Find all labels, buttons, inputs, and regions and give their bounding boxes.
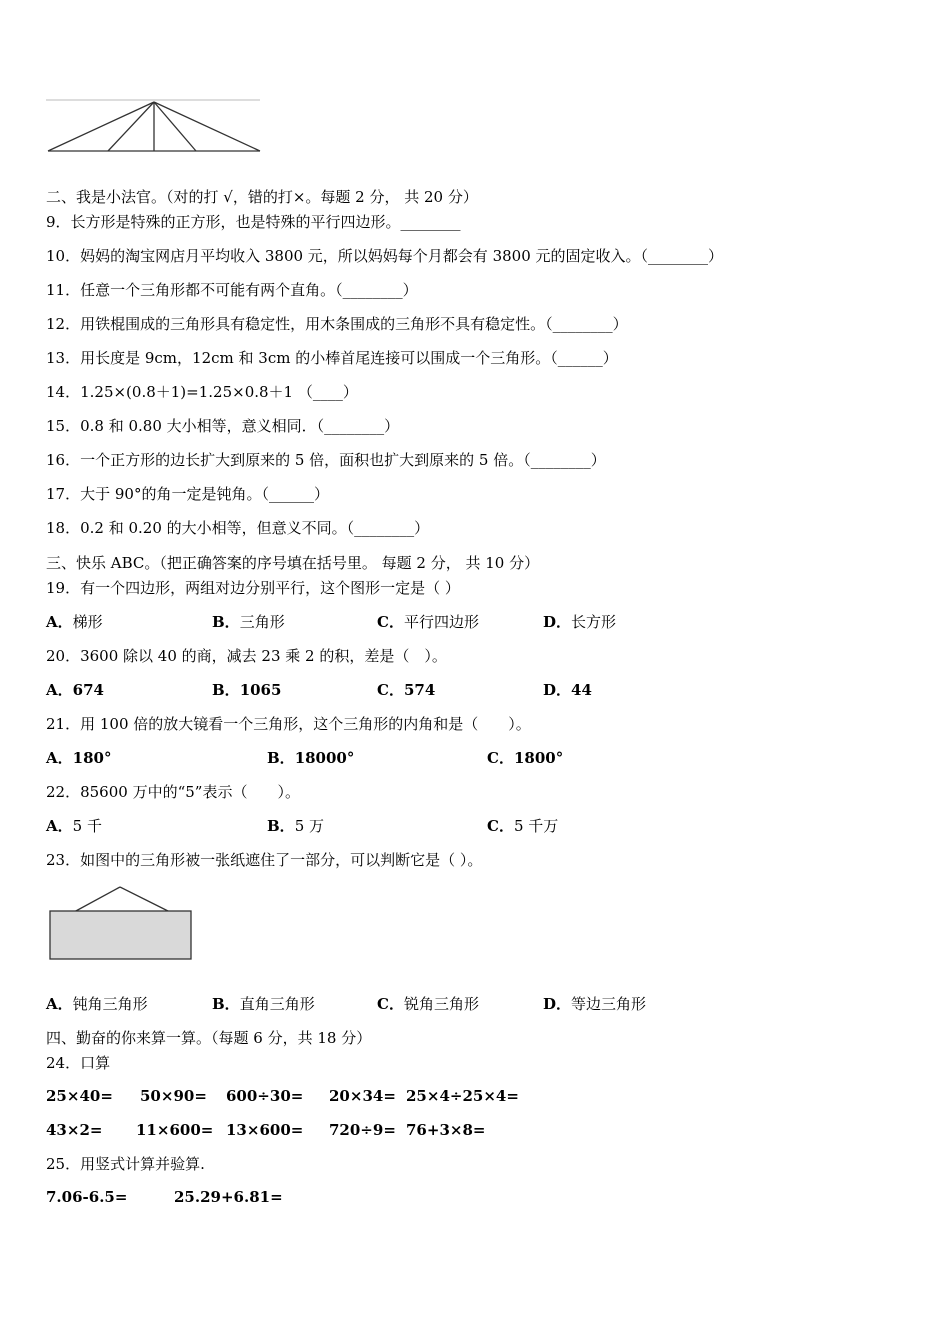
question-15: 15．0.8 和 0.80 大小相等，意义相同．（________） (46, 417, 400, 435)
question-17: 17．大于 90°的角一定是钝角。（______） (46, 485, 329, 503)
q21-option-c[interactable]: C．1800° (487, 749, 564, 767)
calc-item: 25×40= (46, 1087, 113, 1105)
calc-item: 720÷9= (329, 1121, 396, 1139)
q19-option-c[interactable]: C．平行四边形 (377, 613, 479, 631)
calc-item: 13×600= (226, 1121, 304, 1139)
q23-option-a[interactable]: A．钝角三角形 (46, 995, 148, 1013)
q20-option-b[interactable]: B．1065 (212, 681, 282, 699)
q20-option-a[interactable]: A．674 (46, 681, 104, 699)
question-25: 25．用竖式计算并验算. (46, 1155, 205, 1173)
q19-option-b[interactable]: B．三角形 (212, 613, 285, 631)
q20-option-c[interactable]: C．574 (377, 681, 436, 699)
q23-option-d[interactable]: D．等边三角形 (543, 995, 647, 1013)
question-18: 18．0.2 和 0.20 的大小相等，但意义不同。（________） (46, 519, 430, 537)
q21-option-a[interactable]: A．180° (46, 749, 112, 767)
calc-item: 11×600= (136, 1121, 214, 1139)
section-3-title: 三、快乐 ABC。（把正确答案的序号填在括号里。 每题 2 分， 共 10 分） (46, 554, 540, 572)
question-16: 16．一个正方形的边长扩大到原来的 5 倍，面积也扩大到原来的 5 倍。（________） (46, 451, 606, 469)
question-23: 23．如图中的三角形被一张纸遮住了一部分，可以判断它是（ ）。 (46, 851, 483, 869)
question-14: 14．1.25×(0.8＋1)=1.25×0.8＋1 （____） (46, 383, 358, 401)
question-22: 22．85600 万中的“5”表示（ ）。 (46, 783, 300, 801)
calc-item: 7.06-6.5= (46, 1188, 128, 1206)
q22-option-b[interactable]: B．5 万 (267, 817, 324, 835)
calc-item: 20×34= (329, 1087, 396, 1105)
triangle-figure-top (44, 94, 274, 164)
question-21: 21．用 100 倍的放大镜看一个三角形，这个三角形的内角和是（ ）。 (46, 715, 531, 733)
q21-option-b[interactable]: B．18000° (267, 749, 355, 767)
q22-option-c[interactable]: C．5 千万 (487, 817, 559, 835)
calc-item: 50×90= (140, 1087, 207, 1105)
section-2-title: 二、我是小法官。（对的打 √，错的打×。每题 2 分， 共 20 分） (46, 188, 478, 206)
section-4-title: 四、勤奋的你来算一算。（每题 6 分，共 18 分） (46, 1029, 372, 1047)
q20-option-d[interactable]: D．44 (543, 681, 592, 699)
question-13: 13．用长度是 9cm，12cm 和 3cm 的小棒首尾连接可以围成一个三角形。（______） (46, 349, 618, 367)
question-24: 24．口算 (46, 1054, 111, 1072)
question-20: 20．3600 除以 40 的商，减去 23 乘 2 的积，差是（ ）。 (46, 647, 447, 665)
q19-option-d[interactable]: D．长方形 (543, 613, 617, 631)
calc-item: 600÷30= (226, 1087, 304, 1105)
question-11: 11．任意一个三角形都不可能有两个直角。（________） (46, 281, 418, 299)
question-10: 10．妈妈的淘宝网店月平均收入 3800 元，所以妈妈每个月都会有 3800 元的固定收入。（________） (46, 247, 724, 265)
question-9: 9．长方形是特殊的正方形，也是特殊的平行四边形。________ (46, 213, 461, 231)
covered-triangle-figure (44, 882, 204, 967)
q23-option-c[interactable]: C．锐角三角形 (377, 995, 479, 1013)
calc-item: 25×4÷25×4= (406, 1087, 519, 1105)
q23-option-b[interactable]: B．直角三角形 (212, 995, 315, 1013)
q22-option-a[interactable]: A．5 千 (46, 817, 102, 835)
calc-item: 43×2= (46, 1121, 103, 1139)
q19-option-a[interactable]: A．梯形 (46, 613, 103, 631)
calc-item: 76+3×8= (406, 1121, 486, 1139)
calc-item: 25.29+6.81= (174, 1188, 283, 1206)
question-12: 12．用铁棍围成的三角形具有稳定性，用木条围成的三角形不具有稳定性。（________） (46, 315, 628, 333)
question-19: 19．有一个四边形，两组对边分别平行，这个图形一定是（ ） (46, 579, 460, 597)
